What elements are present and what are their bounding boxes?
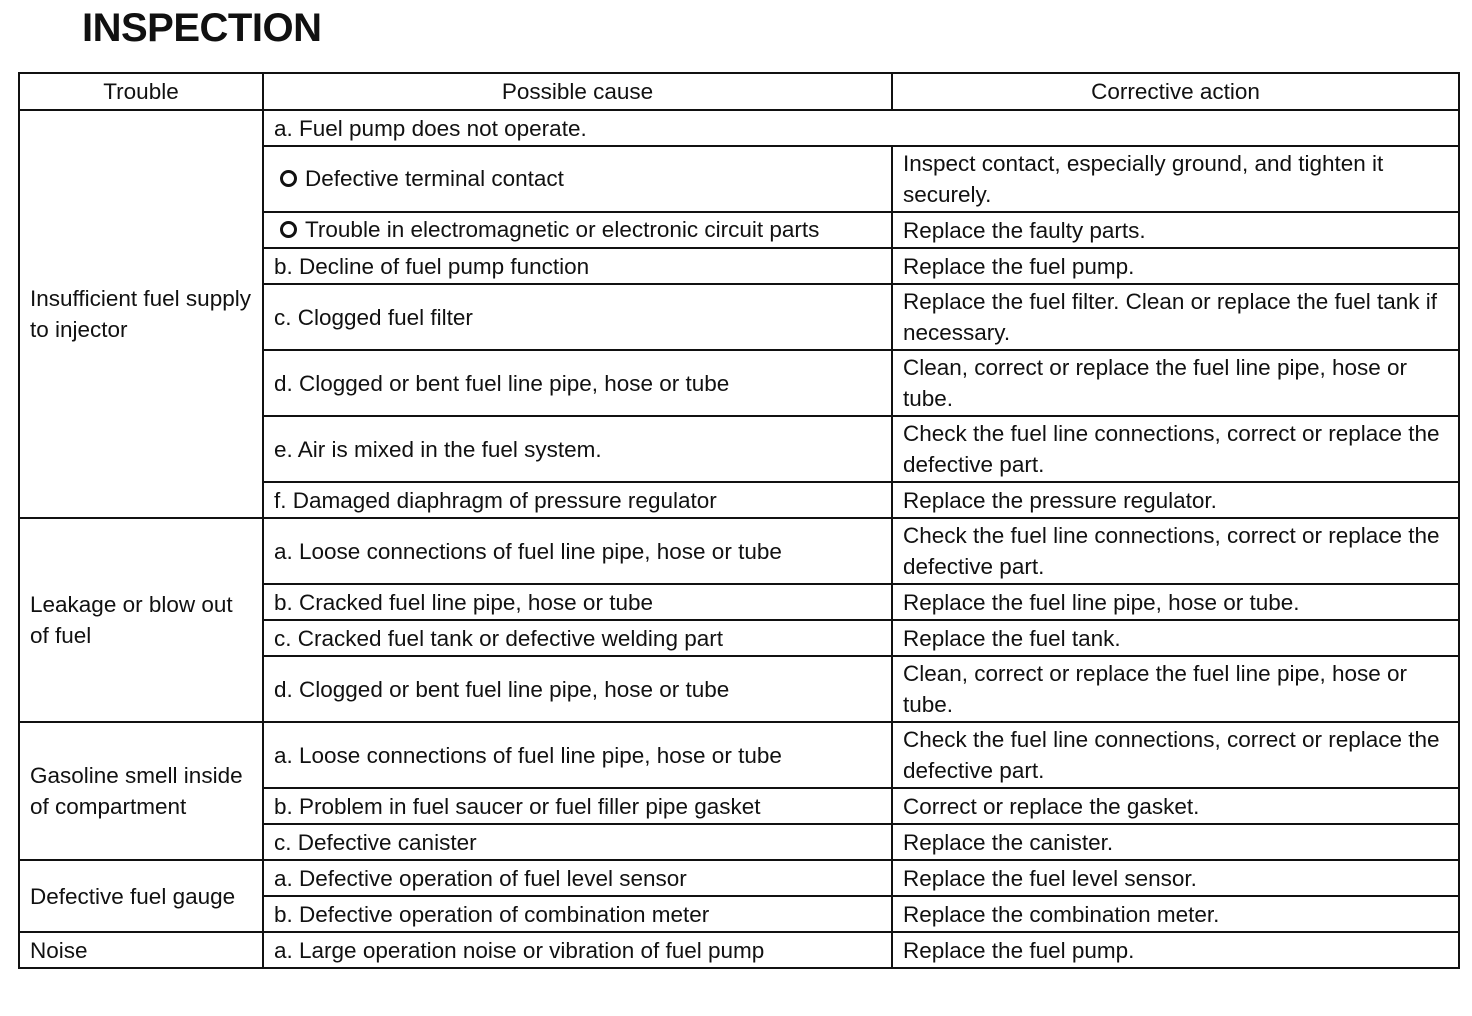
action-cell: Replace the fuel level sensor.	[892, 860, 1459, 896]
cause-cell: e. Air is mixed in the fuel system.	[263, 416, 892, 482]
cause-cell	[263, 146, 892, 212]
table-row	[19, 518, 1459, 584]
cause-cell: b. Decline of fuel pump function	[263, 248, 892, 284]
cause-text: Defective terminal contact	[305, 166, 564, 191]
cause-cell: d. Clogged or bent fuel line pipe, hose or tube	[263, 350, 892, 416]
trouble-cell: Gasoline smell inside of compartment	[19, 722, 263, 860]
action-cell: Replace the canister.	[892, 824, 1459, 860]
action-cell: Clean, correct or replace the fuel line pipe, hose or tube.	[892, 656, 1459, 722]
cause-cell: d. Clogged or bent fuel line pipe, hose or tube	[263, 656, 892, 722]
action-cell: Check the fuel line connections, correct or replace the defective part.	[892, 722, 1459, 788]
trouble-cell: Leakage or blow out of fuel	[19, 518, 263, 722]
table-row	[19, 932, 1459, 968]
cause-cell: c. Defective canister	[263, 824, 892, 860]
page-title: INSPECTION	[82, 6, 322, 50]
action-cell: Check the fuel line connections, correct or replace the defective part.	[892, 518, 1459, 584]
trouble-cell: Defective fuel gauge	[19, 860, 263, 932]
action-cell: Correct or replace the gasket.	[892, 788, 1459, 824]
cause-cell: f. Damaged diaphragm of pressure regulator	[263, 482, 892, 518]
circle-bullet-icon	[280, 170, 297, 187]
action-cell: Inspect contact, especially ground, and tighten it securely.	[892, 146, 1459, 212]
action-cell: Replace the fuel pump.	[892, 932, 1459, 968]
table-row	[19, 110, 1459, 146]
action-cell: Replace the fuel tank.	[892, 620, 1459, 656]
table-row	[19, 722, 1459, 788]
action-cell: Clean, correct or replace the fuel line pipe, hose or tube.	[892, 350, 1459, 416]
header-trouble: Trouble	[19, 73, 263, 110]
cause-cell: a. Loose connections of fuel line pipe, hose or tube	[263, 518, 892, 584]
cause-cell: c. Clogged fuel filter	[263, 284, 892, 350]
action-cell: Replace the combination meter.	[892, 896, 1459, 932]
cause-cell: a. Fuel pump does not operate.	[263, 110, 1459, 146]
cause-cell: b. Problem in fuel saucer or fuel filler pipe gasket	[263, 788, 892, 824]
action-cell: Replace the fuel filter. Clean or replace the fuel tank if necessary.	[892, 284, 1459, 350]
action-cell: Replace the fuel line pipe, hose or tube.	[892, 584, 1459, 620]
inspection-table	[18, 72, 1460, 969]
header-corrective-action: Corrective action	[892, 73, 1459, 110]
cause-cell: b. Cracked fuel line pipe, hose or tube	[263, 584, 892, 620]
cause-cell: a. Defective operation of fuel level sensor	[263, 860, 892, 896]
header-possible-cause: Possible cause	[263, 73, 892, 110]
table-header-row	[19, 73, 1459, 110]
action-cell: Check the fuel line connections, correct or replace the defective part.	[892, 416, 1459, 482]
cause-cell: a. Loose connections of fuel line pipe, hose or tube	[263, 722, 892, 788]
trouble-cell: Insufficient fuel supply to injector	[19, 110, 263, 518]
action-cell: Replace the fuel pump.	[892, 248, 1459, 284]
table-row	[19, 860, 1459, 896]
cause-text: Trouble in electromagnetic or electronic circuit parts	[305, 217, 820, 242]
cause-cell: c. Cracked fuel tank or defective welding part	[263, 620, 892, 656]
cause-cell	[263, 212, 892, 248]
action-cell: Replace the faulty parts.	[892, 212, 1459, 248]
cause-cell: b. Defective operation of combination meter	[263, 896, 892, 932]
cause-cell: a. Large operation noise or vibration of fuel pump	[263, 932, 892, 968]
trouble-cell: Noise	[19, 932, 263, 968]
action-cell: Replace the pressure regulator.	[892, 482, 1459, 518]
circle-bullet-icon	[280, 221, 297, 238]
